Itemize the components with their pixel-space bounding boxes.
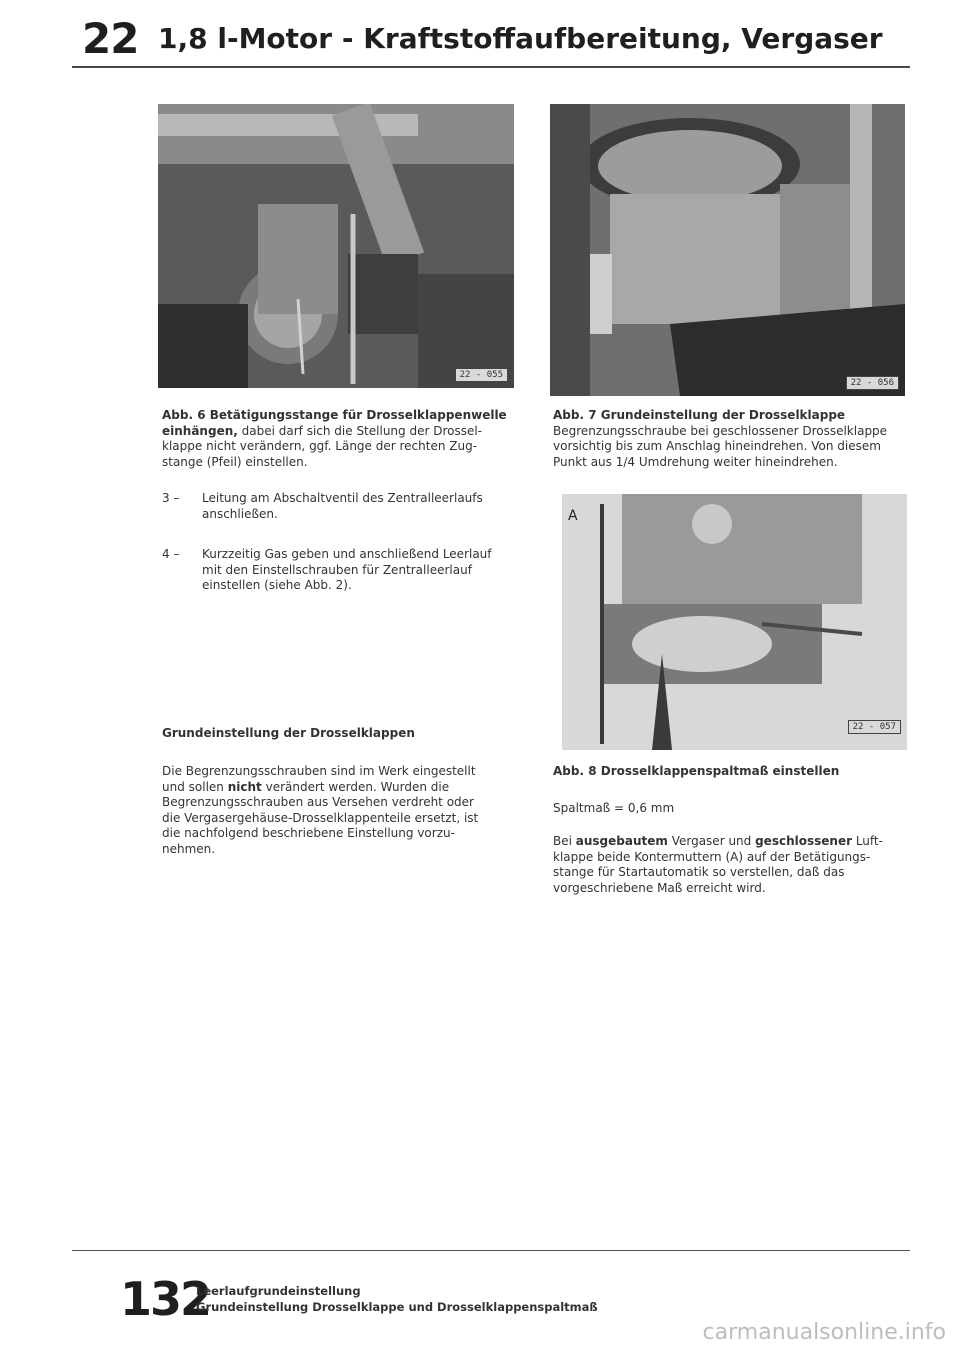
figure-8-paragraph-line2: klappe beide Kontermuttern (A) auf der Betätigungs- xyxy=(553,849,871,864)
section-paragraph-line1: Die Begrenzungsschrauben sind im Werk eingestellt xyxy=(162,764,476,778)
section-paragraph-line3: Begrenzungsschrauben aus Versehen verdreht oder xyxy=(162,795,474,809)
figure-6-id-label: 22 - 055 xyxy=(455,368,508,382)
step-4-number: 4 – xyxy=(162,547,180,561)
r-para-bold2: geschlossener xyxy=(755,834,853,848)
page-number: 132 xyxy=(120,1272,211,1326)
section-heading: Grundeinstellung der Drosselklappen xyxy=(162,726,415,740)
para-l2-bold: nicht xyxy=(227,779,262,794)
figure-7-caption-line1: Begrenzungsschraube bei geschlossener Drosselklappe xyxy=(553,423,888,438)
section-paragraph-line4: die Vergasergehäuse-Drosselklappenteile ersetzt, ist xyxy=(162,810,479,825)
step-3 xyxy=(162,491,532,522)
footer-line1: Leerlaufgrundeinstellung xyxy=(196,1284,361,1298)
figure-6-caption-head: Abb. 6 Betätigungsstange für Drosselklappenwelle xyxy=(162,408,507,422)
r-para-mid: Vergaser und xyxy=(667,834,756,848)
spaltmass-value: Spaltmaß = 0,6 mm xyxy=(553,801,675,815)
figure-8-caption: Abb. 8 Drosselklappenspaltmaß einstellen xyxy=(553,764,840,778)
figure-6-caption xyxy=(162,408,532,470)
footer-rule xyxy=(72,1250,910,1251)
figure-7-photo xyxy=(550,104,905,396)
section-paragraph-line2 xyxy=(162,780,532,796)
figure-6-caption-line2: klappe nicht verändern, ggf. Länge der rechten Zug- xyxy=(162,439,478,453)
section-paragraph xyxy=(162,764,532,857)
figure-8-id-label: 22 - 057 xyxy=(848,720,901,734)
figure-7-caption-line3: Punkt aus 1/4 Umdrehung weiter hineindrehen. xyxy=(553,454,838,469)
step-4 xyxy=(162,547,532,594)
figure-8-paragraph xyxy=(553,834,913,896)
section-paragraph-line5: die nachfolgend beschriebene Einstellung vorzu- xyxy=(162,826,455,840)
figure-8-paragraph-line1 xyxy=(553,834,913,850)
figure-7-caption-head: Abb. 7 Grundeinstellung der Drosselklappe xyxy=(553,408,846,422)
figure-7-caption xyxy=(553,408,913,470)
r-para-post: Luft- xyxy=(852,834,883,848)
figure-6-caption-bold: einhängen, xyxy=(162,423,238,438)
r-para-pre: Bei xyxy=(553,834,576,848)
section-paragraph-line6: nehmen. xyxy=(162,841,216,856)
figure-8-paragraph-line4: vorgeschriebene Maß erreicht wird. xyxy=(553,880,766,895)
para-l2-pre: und sollen xyxy=(162,779,228,794)
para-l2-post: verändert werden. Wurden die xyxy=(261,779,450,794)
step-3-line1: Leitung am Abschaltventil des Zentralleerlaufs xyxy=(202,491,483,505)
figure-6-caption-rest: dabei darf sich die Stellung der Drossel- xyxy=(237,423,483,438)
step-3-number: 3 – xyxy=(162,491,180,505)
figure-7-caption-line2: vorsichtig bis zum Anschlag hineindrehen. Von diesem xyxy=(553,439,881,453)
figure-6-photo xyxy=(158,104,514,388)
chapter-number: 22 xyxy=(82,14,139,63)
step-4-line1: Kurzzeitig Gas geben und anschließend Leerlauf xyxy=(202,547,492,561)
figure-6-caption-line3: stange (Pfeil) einstellen. xyxy=(162,454,308,469)
watermark: carmanualsonline.info xyxy=(702,1320,946,1345)
step-4-line2: mit den Einstellschrauben für Zentralleerlauf xyxy=(202,562,472,577)
r-para-bold1: ausgebautem xyxy=(575,834,668,848)
figure-8-paragraph-line3: stange für Startautomatik so verstellen, daß das xyxy=(553,865,845,879)
footer-line2: Grundeinstellung Drosselklappe und Drosselklappenspaltmaß xyxy=(196,1300,598,1314)
marker-a-label: A xyxy=(568,508,578,524)
header-rule xyxy=(72,66,910,68)
figure-7-id-label: 22 - 056 xyxy=(846,376,899,390)
page-title: 1,8 l-Motor - Kraftstoffaufbereitung, Vergaser xyxy=(158,22,883,55)
figure-8-photo xyxy=(562,494,907,750)
figure-6-caption-line1 xyxy=(162,424,532,440)
step-3-line2: anschließen. xyxy=(202,506,278,521)
step-4-line3: einstellen (siehe Abb. 2). xyxy=(202,578,352,592)
